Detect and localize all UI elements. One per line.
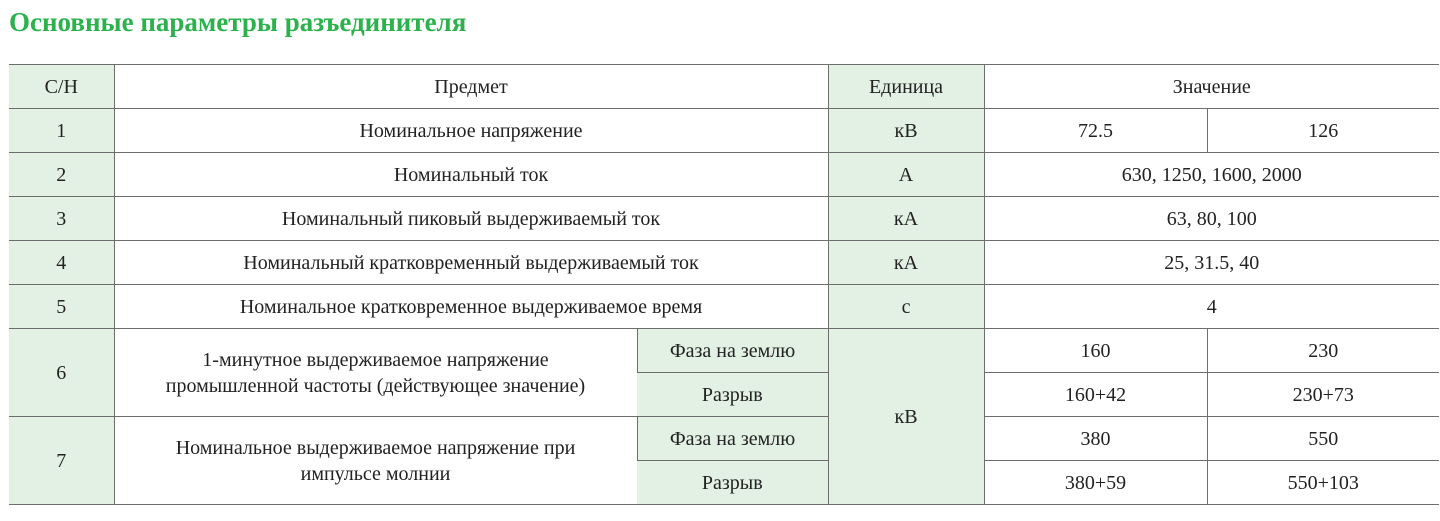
row-value-2: 550 [1207, 417, 1439, 461]
row-sn: 1 [9, 109, 114, 153]
row-sublabel: Фаза на землю [637, 417, 828, 461]
row-unit: кА [828, 197, 984, 241]
parameters-table [9, 64, 1439, 505]
table-row [9, 197, 1439, 241]
row-value: 25, 31.5, 40 [984, 241, 1439, 285]
row-unit: A [828, 153, 984, 197]
row-value-1: 72.5 [984, 109, 1207, 153]
row-value-1: 380+59 [984, 461, 1207, 505]
row-value-1: 160+42 [984, 373, 1207, 417]
header-item: Предмет [114, 65, 828, 109]
row-value-2: 230 [1207, 329, 1439, 373]
row-value-2: 550+103 [1207, 461, 1439, 505]
row-sublabel: Разрыв [637, 373, 828, 417]
row-sn: 4 [9, 241, 114, 285]
header-value: Значение [984, 65, 1439, 109]
table-row [9, 285, 1439, 329]
table-row [9, 153, 1439, 197]
row-sn: 3 [9, 197, 114, 241]
row-item-line: Номинальное выдерживаемое напряжение при [175, 436, 576, 459]
row-item: Номинальный кратковременный выдерживаемый ток [114, 241, 828, 285]
row-item-line: промышленной частоты (действующее значение) [165, 374, 586, 397]
row-sn: 5 [9, 285, 114, 329]
row-sn: 6 [9, 329, 114, 417]
row-value-2: 230+73 [1207, 373, 1439, 417]
row-value-1: 160 [984, 329, 1207, 373]
row-sublabel: Фаза на землю [637, 329, 828, 373]
row-item [114, 417, 637, 505]
row-value-1: 380 [984, 417, 1207, 461]
page-title: Основные параметры разъединителя [9, 7, 467, 37]
row-value: 63, 80, 100 [984, 197, 1439, 241]
row-unit: кВ [828, 109, 984, 153]
table-row [9, 329, 1439, 373]
row-item-line: 1-минутное выдерживаемое напряжение [202, 348, 549, 371]
row-unit-merged: кВ [828, 329, 984, 505]
row-item: Номинальное кратковременное выдерживаемое время [114, 285, 828, 329]
row-value: 630, 1250, 1600, 2000 [984, 153, 1439, 197]
table-row [9, 417, 1439, 461]
table-row [9, 109, 1439, 153]
row-value: 4 [984, 285, 1439, 329]
row-unit: кА [828, 241, 984, 285]
row-item: Номинальное напряжение [114, 109, 828, 153]
row-sn: 7 [9, 417, 114, 505]
header-unit: Единица [828, 65, 984, 109]
header-sn: С/Н [9, 65, 114, 109]
table-header-row [9, 65, 1439, 109]
row-value-2: 126 [1207, 109, 1439, 153]
row-sn: 2 [9, 153, 114, 197]
row-item [114, 329, 637, 417]
row-item: Номинальный ток [114, 153, 828, 197]
row-item: Номинальный пиковый выдерживаемый ток [114, 197, 828, 241]
row-item-line: импульсе молнии [300, 462, 451, 485]
row-unit: с [828, 285, 984, 329]
table-row [9, 241, 1439, 285]
row-sublabel: Разрыв [637, 461, 828, 505]
